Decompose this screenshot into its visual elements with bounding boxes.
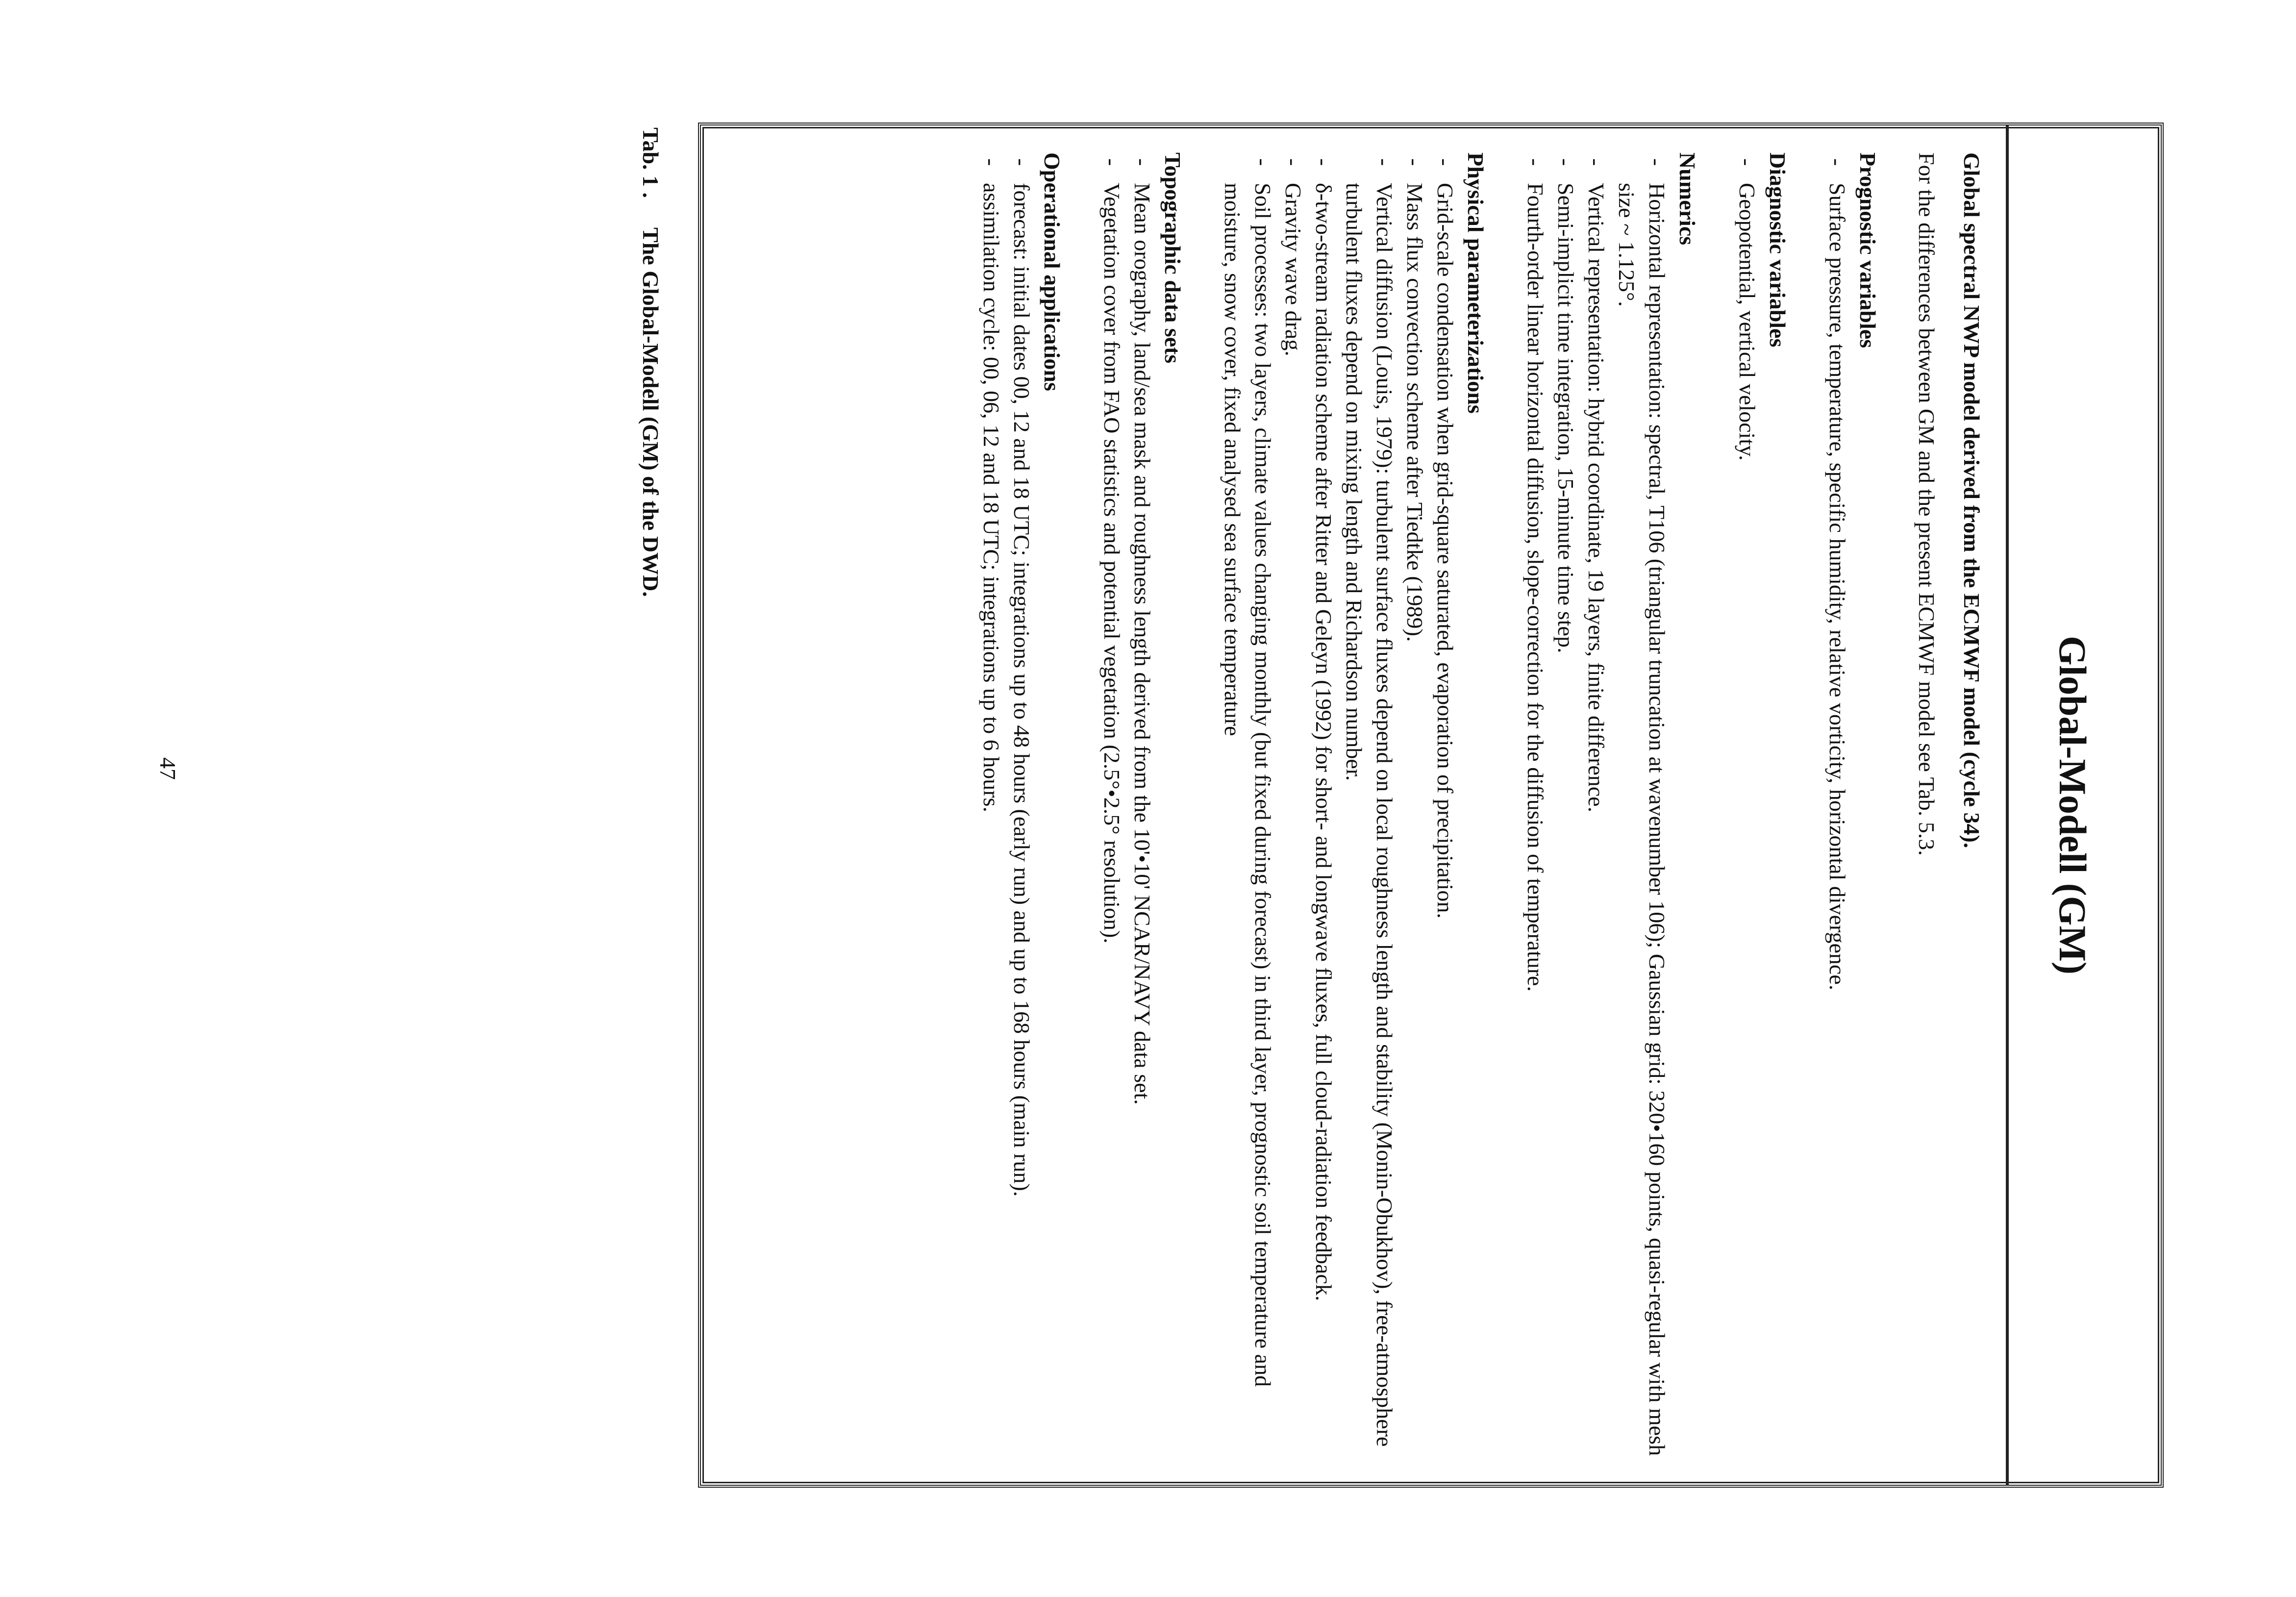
bullet-dash: - (1311, 158, 1336, 166)
bullet-dash: - (1130, 158, 1155, 166)
model-description-table (698, 123, 2164, 1488)
list-item-text: forecast: initial dates 00, 12 and 18 UTC; integrations up to 48 hours (early run) and up to 168 hours (main run). (1009, 183, 1034, 1197)
list-item (1097, 152, 1127, 1460)
list-item (1399, 152, 1430, 1460)
list-item-text: Horizontal representation: spectral, T106 (triangular truncation at wavenumber 106); Gaussian grid: 320•160 points, quasi-regular with mesh size ~ 1.125°. (1614, 183, 1670, 1456)
bullet-dash: - (1402, 158, 1427, 166)
section-heading: Numerics (1675, 152, 1700, 246)
bullet-dash: - (1584, 158, 1609, 166)
list-item (1550, 152, 1581, 1460)
bullet-dash: - (1523, 158, 1548, 166)
table-title-band (2006, 125, 2161, 1485)
caption-label: Tab. 1 . (638, 127, 663, 199)
bullet-dash: - (1099, 158, 1124, 166)
section-heading: Diagnostic variables (1765, 152, 1790, 348)
list-item-text: Geopotential, vertical velocity. (1735, 183, 1760, 461)
list-item-text: Vegetation cover from FAO statistics and potential vegetation (2.5°•2.5° resolution). (1099, 183, 1124, 944)
table-title: Global-Modell (GM) (2051, 635, 2094, 975)
list-item-text: assimilation cycle: 00, 06, 12 and 18 UTC; integrations up to 6 hours. (979, 183, 1004, 813)
table-note: For the differences between GM and the present ECMWF model see Tab. 5.3. (1914, 152, 1939, 856)
list-item (1611, 152, 1672, 1460)
list-item (1822, 152, 1852, 1460)
bullet-dash: - (1372, 158, 1397, 166)
list-item-text: Gravity wave drag. (1281, 183, 1306, 356)
list-item-text: δ-two-stream radiation scheme after Ritter and Geleyn (1992) for short- and longwave fluxes, full cloud-radiation feedback. (1311, 183, 1336, 1301)
list-item (1732, 152, 1762, 1460)
section-heading: Operational applications (1040, 152, 1065, 391)
section (1520, 152, 1702, 1460)
section-items (1822, 152, 1852, 1460)
section-heading: Physical parameterizations (1463, 152, 1488, 414)
section-items (1217, 152, 1460, 1460)
list-item (1006, 152, 1037, 1460)
table-subtitle: Global spectral NWP model derived from the ECMWF model (cycle 34). (1959, 152, 1984, 848)
bullet-dash: - (1281, 158, 1306, 166)
list-item (976, 152, 1006, 1460)
bullet-dash: - (1250, 158, 1275, 166)
list-item (1520, 152, 1550, 1460)
bullet-dash: - (1009, 158, 1034, 166)
bullet-dash: - (1553, 158, 1578, 166)
list-item-text: Soil processes: two layers, climate values changing monthly (but fixed during forecast) in third layer, prognostic soil temperature and moisture, snow cover, fixed analysed sea surface temperature (1220, 183, 1275, 1387)
list-item (1127, 152, 1157, 1460)
list-item (1430, 152, 1460, 1460)
list-item-text: Grid-scale condensation when grid-square saturated, evaporation of precipitation. (1433, 183, 1458, 919)
bullet-dash: - (979, 158, 1004, 166)
table-body (947, 152, 1987, 1460)
bullet-dash: - (1645, 158, 1670, 166)
table-caption (638, 127, 664, 597)
list-item-text: Semi-implicit time integration, 15-minute time step. (1553, 183, 1578, 653)
bullet-dash: - (1433, 158, 1458, 166)
section (1822, 152, 1883, 1460)
list-item-text: Mean orography, land/sea mask and roughness length derived from the 10'•10' NCAR/NAVY data set. (1130, 183, 1155, 1105)
bullet-dash: - (1825, 158, 1850, 166)
section-items (1732, 152, 1762, 1460)
section-list (976, 152, 1883, 1460)
list-item-text: Surface pressure, temperature, specific humidity, relative vorticity, horizontal divergence. (1825, 183, 1850, 991)
caption-text: The Global-Modell (GM) of the DWD. (638, 227, 663, 597)
section (976, 152, 1067, 1460)
list-item (1581, 152, 1611, 1460)
list-item (1308, 152, 1339, 1460)
bullet-dash: - (1735, 158, 1760, 166)
list-item (1217, 152, 1278, 1460)
section-heading: Topographic data sets (1160, 152, 1185, 364)
list-item-text: Fourth-order linear horizontal diffusion, slope-correction for the diffusion of temperature. (1523, 183, 1548, 992)
list-item (1278, 152, 1308, 1460)
section (1732, 152, 1793, 1460)
page-number: 47 (155, 757, 180, 780)
section-items (976, 152, 1037, 1460)
list-item-text: Vertical representation: hybrid coordinate, 19 layers, finite difference. (1584, 183, 1609, 813)
list-item (1339, 152, 1399, 1460)
list-item-text: Mass flux convection scheme after Tiedtke (1989). (1402, 183, 1427, 642)
section-heading: Prognostic variables (1855, 152, 1880, 349)
section-items (1097, 152, 1157, 1460)
section (1217, 152, 1491, 1460)
list-item-text: Vertical diffusion (Louis, 1979): turbulent surface fluxes depend on local roughness length and stability (Monin-Obukhov), free-atmosphere turbulent fluxes depend on mixing length and Richardson number. (1342, 183, 1397, 1447)
section-items (1520, 152, 1672, 1460)
section (1097, 152, 1188, 1460)
